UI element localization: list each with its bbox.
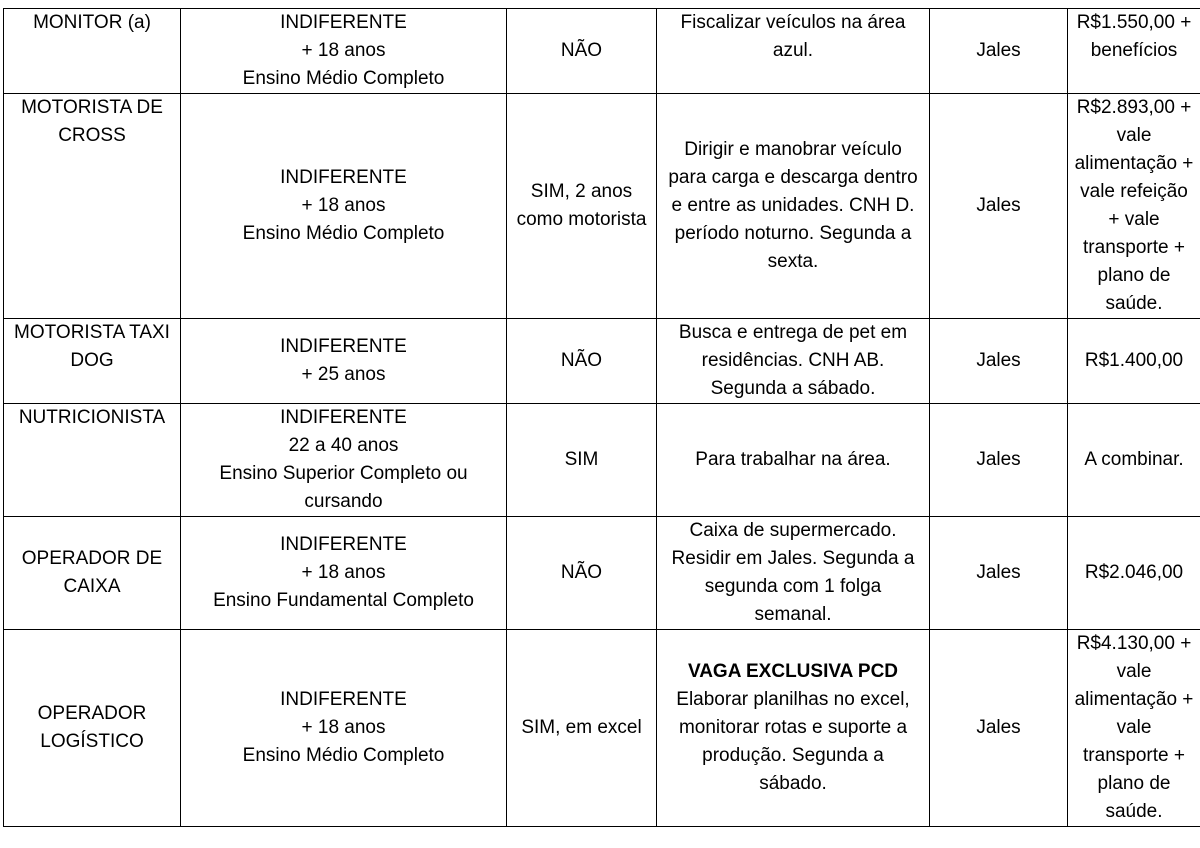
cell-line: plano de — [1097, 265, 1171, 286]
cell-line: vale — [1116, 661, 1152, 682]
cell-line: 22 a 40 anos — [288, 435, 399, 456]
table-row — [4, 517, 1200, 630]
description-cell — [657, 517, 930, 630]
requirements-cell — [181, 94, 507, 319]
cell-line: INDIFERENTE — [280, 689, 407, 710]
city-text: Jales — [976, 562, 1021, 583]
pcd-highlight: VAGA EXCLUSIVA PCD — [687, 661, 899, 682]
cell-line: + 18 anos — [301, 195, 386, 216]
cell-line: MOTORISTA TAXI — [14, 322, 170, 343]
cell-line: NUTRICIONISTA — [18, 407, 166, 428]
cell-line: sábado. — [759, 773, 827, 794]
cell-line: sexta. — [767, 251, 819, 272]
city-text: Jales — [976, 717, 1021, 738]
description-cell — [657, 404, 930, 517]
city-cell — [930, 9, 1068, 94]
city-cell — [930, 94, 1068, 319]
cell-line: vale — [1116, 125, 1152, 146]
city-text: Jales — [976, 350, 1021, 371]
cell-line: A combinar. — [1084, 449, 1184, 470]
table-row — [4, 404, 1200, 517]
cell-line: + 18 anos — [301, 40, 386, 61]
cell-line: OPERADOR DE — [21, 548, 163, 569]
cell-line: residências. CNH AB. — [701, 350, 885, 371]
cell-line: Para trabalhar na área. — [695, 449, 891, 470]
cell-line: MONITOR (a) — [33, 12, 151, 33]
description-cell — [657, 630, 930, 827]
cell-line: alimentação + — [1074, 153, 1194, 174]
cell-line: R$1.550,00 + — [1076, 12, 1192, 33]
city-text: Jales — [976, 40, 1021, 61]
cell-line: DOG — [70, 350, 114, 371]
salary-cell — [1068, 630, 1200, 827]
cell-line: cursando — [304, 491, 383, 512]
city-text: Jales — [976, 195, 1021, 216]
job-title-cell — [4, 319, 181, 404]
cell-line: + 18 anos — [301, 717, 386, 738]
cell-line: NÃO — [560, 40, 603, 61]
salary-cell — [1068, 94, 1200, 319]
description-cell — [657, 9, 930, 94]
cell-line: Ensino Médio Completo — [242, 68, 445, 89]
cell-line: Ensino Médio Completo — [242, 223, 445, 244]
cell-line: Segunda a sábado. — [710, 378, 876, 399]
city-cell — [930, 319, 1068, 404]
requirements-cell — [181, 404, 507, 517]
cell-line: Caixa de supermercado. — [689, 520, 897, 541]
cell-line: R$2.893,00 + — [1076, 97, 1192, 118]
cell-line: SIM, em excel — [521, 717, 642, 738]
cell-line: R$4.130,00 + — [1076, 633, 1192, 654]
job-title-cell — [4, 404, 181, 517]
description-cell — [657, 319, 930, 404]
cell-line: CAIXA — [63, 576, 121, 597]
experience-cell — [507, 319, 657, 404]
cell-line: INDIFERENTE — [280, 12, 407, 33]
salary-cell — [1068, 319, 1200, 404]
cell-line: transporte + — [1083, 745, 1185, 766]
cell-line: e entre as unidades. CNH D. — [671, 195, 915, 216]
cell-line: transporte + — [1083, 237, 1185, 258]
salary-cell — [1068, 404, 1200, 517]
cell-line: segunda com 1 folga — [704, 576, 882, 597]
city-cell — [930, 517, 1068, 630]
job-listings-table — [3, 8, 1200, 827]
cell-line: Elaborar planilhas no excel, — [676, 689, 910, 710]
cell-line: vale — [1116, 717, 1152, 738]
cell-line: + 25 anos — [301, 364, 386, 385]
job-title-cell — [4, 9, 181, 94]
job-listings-body — [4, 9, 1200, 827]
cell-line: alimentação + — [1074, 689, 1194, 710]
experience-cell — [507, 517, 657, 630]
cell-line: para carga e descarga dentro — [668, 167, 918, 188]
cell-line: Ensino Superior Completo ou — [219, 463, 468, 484]
cell-line: monitorar rotas e suporte a — [678, 717, 908, 738]
cell-line: SIM — [564, 449, 599, 470]
experience-cell — [507, 630, 657, 827]
job-title-cell — [4, 630, 181, 827]
requirements-cell — [181, 517, 507, 630]
cell-line: NÃO — [560, 350, 603, 371]
requirements-cell — [181, 319, 507, 404]
cell-line: produção. Segunda a — [702, 745, 884, 766]
requirements-cell — [181, 9, 507, 94]
cell-line: Busca e entrega de pet em — [678, 322, 908, 343]
experience-cell — [507, 404, 657, 517]
cell-line: Ensino Fundamental Completo — [213, 590, 474, 611]
job-title-cell — [4, 517, 181, 630]
table-row — [4, 319, 1200, 404]
cell-line: azul. — [772, 40, 814, 61]
cell-line: semanal. — [754, 604, 832, 625]
cell-line: R$2.046,00 — [1084, 562, 1184, 583]
cell-line: SIM, 2 anos — [530, 181, 633, 202]
cell-line: como motorista — [516, 209, 647, 230]
city-text: Jales — [976, 449, 1021, 470]
cell-line: R$1.400,00 — [1084, 350, 1184, 371]
cell-line: Ensino Médio Completo — [242, 745, 445, 766]
cell-line: INDIFERENTE — [280, 534, 407, 555]
cell-line: INDIFERENTE — [280, 407, 407, 428]
cell-line: MOTORISTA DE — [21, 97, 163, 118]
salary-cell — [1068, 9, 1200, 94]
requirements-cell — [181, 630, 507, 827]
cell-line: Fiscalizar veículos na área — [680, 12, 906, 33]
cell-line: INDIFERENTE — [280, 336, 407, 357]
cell-line: saúde. — [1105, 293, 1163, 314]
experience-cell — [507, 94, 657, 319]
cell-line: LOGÍSTICO — [40, 731, 144, 752]
table-row — [4, 9, 1200, 94]
cell-line: + 18 anos — [301, 562, 386, 583]
cell-line: Dirigir e manobrar veículo — [684, 139, 902, 160]
table-row — [4, 630, 1200, 827]
cell-line: saúde. — [1105, 801, 1163, 822]
cell-line: Residir em Jales. Segunda a — [671, 548, 915, 569]
cell-line: NÃO — [560, 562, 603, 583]
salary-cell — [1068, 517, 1200, 630]
cell-line: benefícios — [1090, 40, 1178, 61]
cell-line: + vale — [1108, 209, 1160, 230]
experience-cell — [507, 9, 657, 94]
cell-line: INDIFERENTE — [280, 167, 407, 188]
job-title-cell — [4, 94, 181, 319]
cell-line: OPERADOR — [37, 703, 147, 724]
table-row — [4, 94, 1200, 319]
cell-line: vale refeição — [1080, 181, 1188, 202]
cell-line: período noturno. Segunda a — [674, 223, 912, 244]
cell-line: plano de — [1097, 773, 1171, 794]
city-cell — [930, 630, 1068, 827]
description-cell — [657, 94, 930, 319]
city-cell — [930, 404, 1068, 517]
cell-line: CROSS — [58, 125, 126, 146]
